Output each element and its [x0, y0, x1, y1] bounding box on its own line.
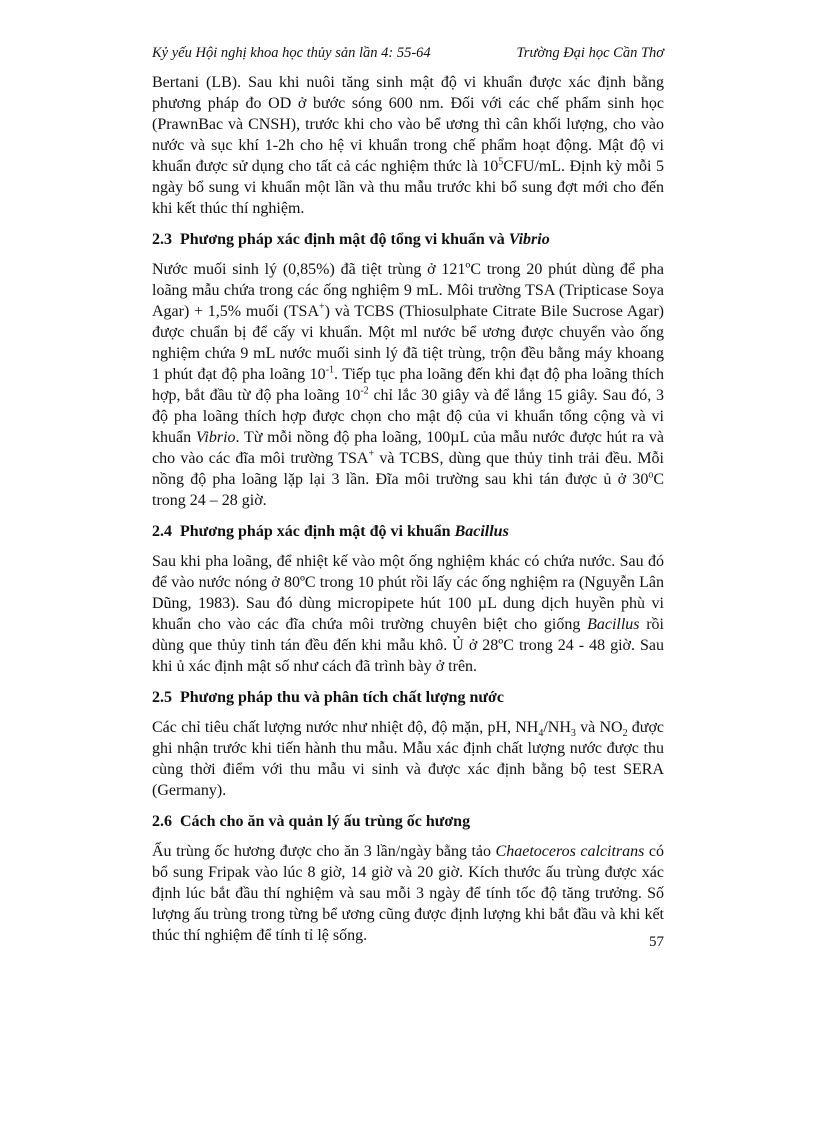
- paragraph-2-5: Các chỉ tiêu chất lượng nước như nhiệt độ, độ mặn, pH, $NH_4/NH_3$ và $NO_2$ được ghi nhận trước khi tiến hành thu mẫu. Mẫu xác định chất lượng nước được thu cùng thời điểm với thu mẫu vi sinh và được xác định bằng bộ test SERA (Germany).: [152, 719, 665, 799]
- section-heading-2-4: 2.4 Phương pháp xác định mật độ vi khuẩn Bacillus: [152, 523, 509, 540]
- paragraph-2-6: Ấu trùng ốc hương được cho ăn 3 lần/ngày bằng tảo Chaetoceros calcitrans có bổ sung Fripak vào lúc 8 giờ, 14 giờ và 20 giờ. Kích thước ấu trùng được xác định lúc bắt đầu thí nghiệm và sau mỗi 3 ngày để tính tốc độ tăng trưởng. Số lượng ấu trùng trong từng bể ương cũng được định lượng khi bắt đầu và khi kết thúc thí nghiệm để tính tỉ lệ sống.: [152, 843, 664, 944]
- header-journal: Kỷ yếu Hội nghị khoa học thủy sản lần 4: 55-64: [152, 45, 431, 61]
- section-heading-2-5: 2.5 Phương pháp thu và phân tích chất lượng nước: [152, 689, 504, 706]
- header-institution: Trường Đại học Cần Thơ: [516, 45, 664, 61]
- paragraph-2-4: Sau khi pha loãng, để nhiệt kế vào một ống nghiệm khác có chứa nước. Sau đó để vào nước nóng ở 80ºC trong 10 phút rồi lấy các ống nghiệm ra (Nguyễn Lân Dũng, 1983). Sau đó dùng micropipete hút 100 µL dung dịch huyền phù vi khuẩn cho vào các đĩa chứa môi trường chuyên biệt cho giống Bacillus rồi dùng que thủy tinh tán đều đến khi mẫu khô. Ủ ở 28ºC trong 24 - 48 giờ. Sau khi ủ xác định mật số như cách đã trình bày ở trên.: [152, 553, 664, 675]
- paragraph-2-3: Nước muối sinh lý (0,85%) đã tiệt trùng ở 121ºC trong 20 phút dùng để pha loãng mẫu chứa trong các ống nghiệm 9 mL. Môi trường TSA (Tripticase Soya Agar) + 1,5% muối (TSA+) và TCBS (Thiosulphate Citrate Bile Sucrose Agar) được chuẩn bị để cấy vi khuẩn. Một ml nước bể ương được chuyển vào ống nghiệm chứa 9 mL nước muối sinh lý đã tiệt trùng, trộn đều bằng máy khoang 1 phút đạt độ pha loãng $10^{-1}$. Tiếp tục pha loãng đến khi đạt độ pha loãng thích hợp, bắt đầu từ độ pha loãng $10^{-2}$ chỉ lắc 30 giây và để lắng 15 giây. Sau đó, 3 độ pha loãng thích hợp được chọn cho mật độ của vi khuẩn tổng cộng và vi khuẩn Vibrio. Từ mỗi nồng độ pha loãng, 100µL của mẫu nước được hút ra và cho vào các đĩa môi trường TSA+ và TCBS, dùng que thủy tinh trải đều. Mỗi nồng độ pha loãng lặp lại 3 lần. Đĩa môi trường sau khi tán được ủ ở 30$^o$C trong 24 – 28 giờ.: [152, 261, 665, 509]
- page-body: [152, 72, 664, 946]
- page-number: 57: [649, 934, 664, 950]
- section-heading-2-6: 2.6 Cách cho ăn và quản lý ấu trùng ốc hương: [152, 813, 471, 830]
- running-header: [152, 45, 664, 62]
- section-heading-2-3: 2.3 Phương pháp xác định mật độ tổng vi khuẩn và Vibrio: [152, 231, 550, 248]
- paragraph-intro: Bertani (LB). Sau khi nuôi tăng sinh mật độ vi khuẩn được xác định bằng phương pháp đo OD ở bước sóng 600 nm. Đối với các chế phẩm sinh học (PrawnBac và CNSH), trước khi cho vào bể ương thì cân khối lượng, cho vào nước và sục khí 1-2h cho hệ vi khuẩn trong chế phẩm hoạt động. Mật độ vi khuẩn được sử dụng cho tất cả các nghiệm thức là $10^5CFU/mL$. Định kỳ mỗi 5 ngày bổ sung vi khuẩn một lần và thu mẫu trước khi bổ sung đợt mới cho đến khi kết thúc thí nghiệm.: [152, 74, 665, 217]
